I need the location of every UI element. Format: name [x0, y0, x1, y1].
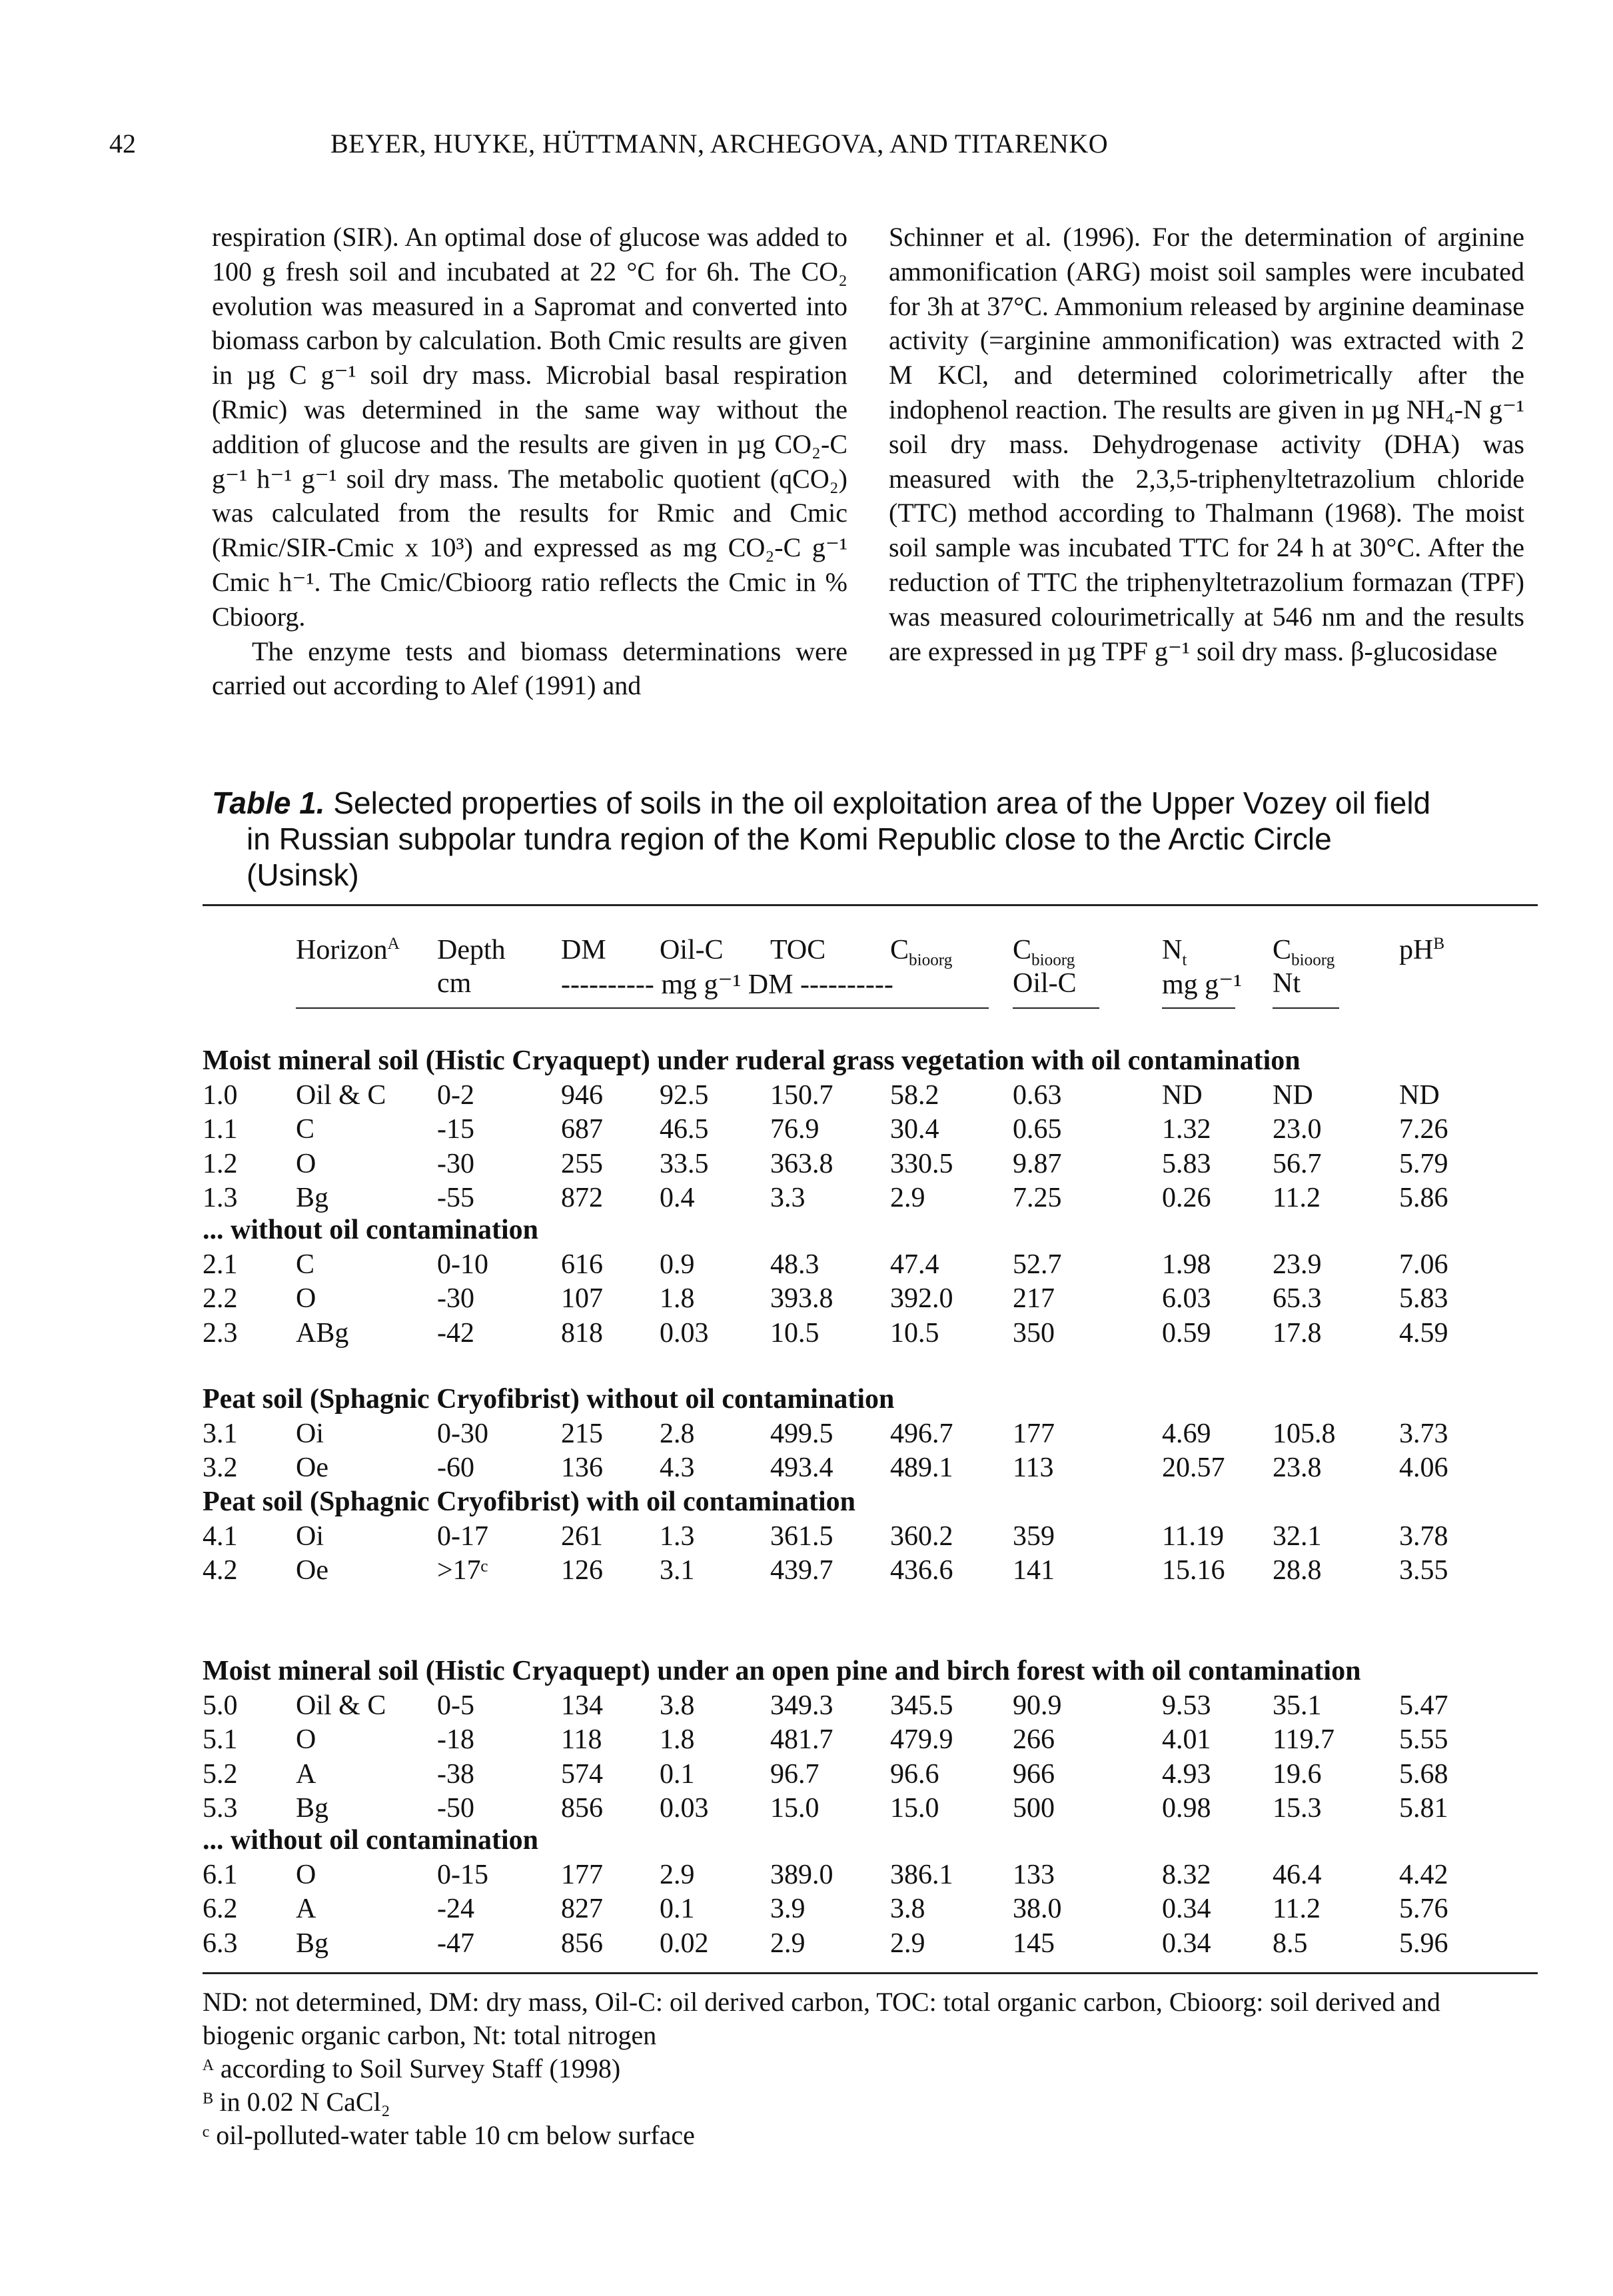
table-note: ᶜ oil-polluted-water table 10 cm below surface	[203, 2120, 695, 2150]
table-row	[203, 1724, 1538, 1758]
header-rule	[1162, 1007, 1235, 1009]
table-cell: ABg	[296, 1317, 349, 1349]
table-cell: 20.57	[1162, 1452, 1225, 1483]
header-ratio2-bottom: Nt	[1273, 968, 1301, 999]
header-depth: Depth	[437, 935, 506, 965]
table-cell: 856	[561, 1928, 603, 1959]
caption-line: (Usinsk)	[247, 858, 359, 892]
table-cell: 10.5	[890, 1317, 939, 1349]
table-cell: 687	[561, 1114, 603, 1145]
table-cell: 0.98	[1162, 1793, 1211, 1824]
header-ratio1: C	[1013, 935, 1032, 965]
table-cell: 363.8	[770, 1148, 833, 1179]
table-cell: 5.3	[203, 1793, 238, 1824]
table-cell: 1.3	[660, 1520, 695, 1552]
table-cell: 47.4	[890, 1249, 939, 1280]
table-cell: 499.5	[770, 1418, 833, 1449]
table-notes	[203, 1986, 1538, 2152]
table-label: Table 1.	[212, 786, 325, 820]
table-cell: 15.0	[890, 1793, 939, 1824]
table-cell: 15.3	[1273, 1793, 1322, 1824]
table-cell: 3.8	[890, 1894, 925, 1924]
table-cell: 496.7	[890, 1418, 953, 1449]
table-row	[203, 1079, 1538, 1114]
table-cell: O	[296, 1283, 316, 1314]
table-cell: 1.98	[1162, 1249, 1211, 1280]
table-cell: O	[296, 1148, 316, 1179]
table-cell: -24	[437, 1894, 474, 1924]
table-cell: 360.2	[890, 1520, 953, 1552]
table-cell: 6.1	[203, 1859, 238, 1890]
table-cell: 436.6	[890, 1555, 953, 1586]
table-row	[203, 1520, 1538, 1555]
table-cell: 4.2	[203, 1555, 238, 1586]
table-note: ᴬ according to Soil Survey Staff (1998)	[203, 2053, 621, 2083]
table-cell: 90.9	[1013, 1690, 1062, 1721]
table-cell: 0.26	[1162, 1183, 1211, 1213]
table-cell: 133	[1013, 1859, 1055, 1890]
table-row	[203, 1928, 1538, 1962]
paragraph: respiration (SIR). An optimal dose of glucose was added to 100 g fresh soil and incubated at 22 °C for 6h. The CO₂ evolution was measured in a Sapromat and converted into biomass carbon by calculation. Both Cmic results are given in µg C g⁻¹ soil dry mass. Microbial basal respiration (Rmic) was determined in the same way without the addition of glucose and the results are given in µg CO₂-C g⁻¹ h⁻¹ g⁻¹ soil dry mass. The metabolic quotient (qCO₂) was calculated from the results for Rmic and Cmic (Rmic/SIR-Cmic x 10³) and expressed as mg CO₂-C g⁻¹ Cmic h⁻¹. The Cmic/Cbioorg ratio reflects the Cmic in % Cbioorg.	[212, 222, 847, 632]
table-cell: 0.9	[660, 1249, 695, 1280]
table-cell: 23.0	[1273, 1114, 1322, 1145]
table-cell: Oe	[296, 1555, 328, 1586]
table-cell: 2.9	[890, 1928, 925, 1959]
table-row	[203, 1758, 1538, 1793]
table-row	[203, 1554, 1538, 1589]
table-cell: 30.4	[890, 1114, 939, 1145]
table-cell: 0.03	[660, 1317, 709, 1349]
table-cell: 386.1	[890, 1859, 953, 1890]
table-cell: 5.2	[203, 1758, 238, 1790]
paragraph: Schinner et al. (1996). For the determination of arginine ammonification (ARG) moist soil samples were incubated for 3h at 37°C. Ammonium released by arginine deaminase activity (=arginine ammonification) was extracted with 2 M KCl, and determined colorimetrically after the indophenol reaction. The results are given in µg NH₄-N g⁻¹ soil dry mass. Dehydrogenase activity (DHA) was measured with the 2,3,5-triphenyltetrazolium chloride (TTC) method according to Thalmann (1968). The moist soil sample was incubated TTC for 24 h at 30°C. After the reduction of TTC the triphenyltetrazolium formazan (TPF) was measured colourimetrically at 546 nm and the results are expressed in µg TPF g⁻¹ soil dry mass. β-glucosidase	[889, 222, 1524, 666]
table-cell: Oi	[296, 1418, 324, 1449]
table-cell: 92.5	[660, 1079, 709, 1111]
table-row	[203, 1452, 1538, 1486]
table-cell: 489.1	[890, 1452, 953, 1483]
table-cell: A	[296, 1894, 316, 1924]
table-cell: 7.26	[1399, 1114, 1448, 1145]
table-cell: 141	[1013, 1555, 1055, 1586]
table-cell: 0-30	[437, 1418, 488, 1449]
table-cell: 2.9	[660, 1859, 695, 1890]
table-cell: 946	[561, 1079, 603, 1111]
table-cell: 818	[561, 1317, 603, 1349]
running-head: BEYER, HUYKE, HÜTTMANN, ARCHEGOVA, AND TITARENKO	[330, 129, 1109, 159]
table-cell: ND	[1162, 1079, 1203, 1111]
table-row	[203, 1249, 1538, 1283]
table-cell: 19.6	[1273, 1758, 1322, 1790]
table-cell: 4.69	[1162, 1418, 1211, 1449]
table-cell: Oe	[296, 1452, 328, 1483]
table-cell: 361.5	[770, 1520, 833, 1552]
table-cell: 856	[561, 1793, 603, 1824]
table-row	[203, 1113, 1538, 1148]
table-cell: 345.5	[890, 1690, 953, 1721]
table-cell: 5.79	[1399, 1148, 1448, 1179]
section-title: Peat soil (Sphagnic Cryofibrist) without oil contamination	[203, 1384, 895, 1415]
table-cell: 4.1	[203, 1520, 238, 1552]
table-cell: 150.7	[770, 1079, 833, 1111]
table-cell: 28.8	[1273, 1555, 1322, 1586]
table-cell: 7.06	[1399, 1249, 1448, 1280]
table-cell: 0.34	[1162, 1928, 1211, 1959]
table-cell: 126	[561, 1555, 603, 1586]
table-row	[203, 1182, 1538, 1217]
table-cell: -60	[437, 1452, 474, 1483]
section-title: Moist mineral soil (Histic Cryaquept) under ruderal grass vegetation with oil contamination	[203, 1045, 1301, 1076]
table-cell: 3.73	[1399, 1418, 1448, 1449]
table-cell: -55	[437, 1183, 474, 1213]
table-cell: 5.83	[1399, 1283, 1448, 1314]
table-bottom-rule	[203, 1972, 1538, 1974]
table-cell: 5.47	[1399, 1690, 1448, 1721]
table-cell: 33.5	[660, 1148, 709, 1179]
table-cell: 616	[561, 1249, 603, 1280]
table-cell: 48.3	[770, 1249, 819, 1280]
table-cell: 500	[1013, 1793, 1055, 1824]
table-cell: C	[296, 1249, 315, 1280]
table-cell: 15.0	[770, 1793, 819, 1824]
table-cell: 0.03	[660, 1793, 709, 1824]
table-cell: 574	[561, 1758, 603, 1790]
table-cell: -47	[437, 1928, 474, 1959]
table-cell: 215	[561, 1418, 603, 1449]
table-cell: 145	[1013, 1928, 1055, 1959]
header-nt: N	[1162, 935, 1183, 965]
table-row	[203, 1690, 1538, 1724]
header-ph: pH	[1399, 935, 1434, 965]
table-cell: -15	[437, 1114, 474, 1145]
header-horizon: Horizon	[296, 935, 388, 965]
table-cell: 5.81	[1399, 1793, 1448, 1824]
table-cell: 105.8	[1273, 1418, 1336, 1449]
table-cell: 136	[561, 1452, 603, 1483]
table-cell: 3.3	[770, 1183, 806, 1213]
header-rule	[1013, 1007, 1099, 1009]
table-cell: 4.01	[1162, 1724, 1211, 1755]
body-column-right	[889, 220, 1524, 668]
table-cell: 5.55	[1399, 1724, 1448, 1755]
table-cell: -18	[437, 1724, 474, 1755]
table-cell: 0-15	[437, 1859, 488, 1890]
table-cell: 3.78	[1399, 1520, 1448, 1552]
table-cell: 4.59	[1399, 1317, 1448, 1349]
header-toc: TOC	[770, 935, 826, 965]
table-cell: 1.0	[203, 1079, 238, 1111]
table-cell: ND	[1273, 1079, 1313, 1111]
table-cell: 1.1	[203, 1114, 238, 1145]
table-cell: 1.8	[660, 1283, 695, 1314]
table-cell: 113	[1013, 1452, 1054, 1483]
table-cell: 6.2	[203, 1894, 238, 1924]
table-cell: 349.3	[770, 1690, 833, 1721]
table-cell: 2.9	[890, 1183, 925, 1213]
table-row	[203, 1148, 1538, 1183]
table-cell: 359	[1013, 1520, 1055, 1552]
table-cell: 107	[561, 1283, 603, 1314]
table-cell: 3.55	[1399, 1555, 1448, 1586]
table-cell: Oil & C	[296, 1079, 386, 1111]
table-cell: 11.2	[1273, 1894, 1321, 1924]
table-row	[203, 1317, 1538, 1352]
table-cell: 350	[1013, 1317, 1055, 1349]
table-cell: >17ᶜ	[437, 1555, 488, 1586]
table-cell: 330.5	[890, 1148, 953, 1179]
table-cell: 5.0	[203, 1690, 238, 1721]
table-cell: -30	[437, 1148, 474, 1179]
table-cell: 481.7	[770, 1724, 833, 1755]
table-cell: Bg	[296, 1928, 329, 1959]
table-cell: -42	[437, 1317, 474, 1349]
table-cell: 6.03	[1162, 1283, 1211, 1314]
header-rule	[1273, 1007, 1339, 1009]
table-cell: 5.76	[1399, 1894, 1448, 1924]
table-cell: 827	[561, 1894, 603, 1924]
table-top-rule	[203, 904, 1538, 906]
table-cell: 6.3	[203, 1928, 238, 1959]
table-cell: 8.5	[1273, 1928, 1308, 1959]
paragraph: The enzyme tests and biomass determinations were carried out according to Alef (1991) and	[212, 636, 847, 701]
table-cell: -38	[437, 1758, 474, 1790]
header-ratio2: C	[1273, 935, 1292, 965]
table-caption	[212, 785, 1558, 893]
table-cell: 5.96	[1399, 1928, 1448, 1959]
table-cell: 3.2	[203, 1452, 238, 1483]
section-title: Peat soil (Sphagnic Cryofibrist) with oil contamination	[203, 1486, 856, 1517]
section-title: ... without oil contamination	[203, 1825, 539, 1856]
table-cell: Oil & C	[296, 1690, 386, 1721]
table-cell: 9.87	[1013, 1148, 1062, 1179]
table-cell: 119.7	[1273, 1724, 1335, 1755]
caption-line: in Russian subpolar tundra region of the Komi Republic close to the Arctic Circle	[247, 822, 1332, 856]
table-row	[203, 1418, 1538, 1452]
header-rule	[296, 1007, 989, 1009]
table-cell: O	[296, 1724, 316, 1755]
table-cell: 389.0	[770, 1859, 833, 1890]
table-cell: Oi	[296, 1520, 324, 1552]
table-cell: 65.3	[1273, 1283, 1322, 1314]
section-title: ... without oil contamination	[203, 1215, 539, 1245]
table-cell: Bg	[296, 1793, 329, 1824]
table-cell: 2.8	[660, 1418, 695, 1449]
table-cell: 10.5	[770, 1317, 819, 1349]
table-cell: 11.19	[1162, 1520, 1224, 1552]
table-cell: 4.3	[660, 1452, 695, 1483]
table-row	[203, 1792, 1538, 1827]
table-cell: 261	[561, 1520, 603, 1552]
table-cell: 118	[561, 1724, 602, 1755]
table-cell: 0.34	[1162, 1894, 1211, 1924]
table-cell: 58.2	[890, 1079, 939, 1111]
header-oilc: Oil-C	[660, 935, 724, 965]
table-cell: 32.1	[1273, 1520, 1322, 1552]
table-cell: C	[296, 1114, 315, 1145]
table-cell: 0.4	[660, 1183, 695, 1213]
table-cell: 5.83	[1162, 1148, 1211, 1179]
section-title: Moist mineral soil (Histic Cryaquept) under an open pine and birch forest with oil contamination	[203, 1656, 1361, 1686]
table-cell: 96.7	[770, 1758, 819, 1790]
table-cell: 4.42	[1399, 1859, 1448, 1890]
table-cell: 439.7	[770, 1555, 833, 1586]
table-note: ᴮ in 0.02 N CaCl₂	[203, 2087, 390, 2117]
table-cell: 8.32	[1162, 1859, 1211, 1890]
table-cell: 3.1	[660, 1555, 695, 1586]
table-cell: 177	[1013, 1418, 1055, 1449]
table-cell: 0-2	[437, 1079, 474, 1111]
table-cell: 0.1	[660, 1758, 695, 1790]
table-cell: Bg	[296, 1183, 329, 1213]
header-dm: DM	[561, 935, 606, 965]
table-cell: 0.59	[1162, 1317, 1211, 1349]
table-cell: 38.0	[1013, 1894, 1062, 1924]
table-cell: 872	[561, 1183, 603, 1213]
header-ratio1-bottom: Oil-C	[1013, 968, 1077, 999]
table-cell: O	[296, 1859, 316, 1890]
table-row	[203, 1859, 1538, 1894]
body-column-left	[212, 220, 847, 703]
table-cell: 96.6	[890, 1758, 939, 1790]
table-cell: 1.8	[660, 1724, 695, 1755]
table-cell: 0-17	[437, 1520, 488, 1552]
table-cell: 1.3	[203, 1183, 238, 1213]
table-cell: 0.1	[660, 1894, 695, 1924]
table-cell: 5.1	[203, 1724, 238, 1755]
table-cell: 0.02	[660, 1928, 709, 1959]
table-cell: 17.8	[1273, 1317, 1322, 1349]
table-cell: 266	[1013, 1724, 1055, 1755]
table-cell: 4.93	[1162, 1758, 1211, 1790]
table-cell: 966	[1013, 1758, 1055, 1790]
table-cell: 255	[561, 1148, 603, 1179]
table-cell: 9.53	[1162, 1690, 1211, 1721]
page-number: 42	[109, 129, 136, 159]
table-cell: ND	[1399, 1079, 1440, 1111]
table-cell: 393.8	[770, 1283, 833, 1314]
table-cell: 46.5	[660, 1114, 709, 1145]
table-cell: 392.0	[890, 1283, 953, 1314]
header-units: ---------- mg g⁻¹ DM ----------	[561, 969, 893, 1000]
table-cell: 23.9	[1273, 1249, 1322, 1280]
table-cell: 177	[561, 1859, 603, 1890]
table-cell: 35.1	[1273, 1690, 1322, 1721]
table-cell: 5.68	[1399, 1758, 1448, 1790]
table-cell: 2.9	[770, 1928, 806, 1959]
table-cell: 0.65	[1013, 1114, 1062, 1145]
table-note: ND: not determined, DM: dry mass, Oil-C: oil derived carbon, TOC: total organic carbon, Cbioorg: soil derived and biogenic organic carbon, Nt: total nitrogen	[203, 1987, 1440, 2050]
table-cell: 0.63	[1013, 1079, 1062, 1111]
table-cell: 1.32	[1162, 1114, 1211, 1145]
table-cell: 23.8	[1273, 1452, 1322, 1483]
table-cell: 217	[1013, 1283, 1055, 1314]
table-cell: 4.06	[1399, 1452, 1448, 1483]
table-cell: 52.7	[1013, 1249, 1062, 1280]
header-depth-unit: cm	[437, 968, 472, 999]
table-row	[203, 1893, 1538, 1928]
table-cell: 1.2	[203, 1148, 238, 1179]
table-cell: 15.16	[1162, 1555, 1225, 1586]
table-cell: 5.86	[1399, 1183, 1448, 1213]
table-cell: A	[296, 1758, 316, 1790]
table-cell: 479.9	[890, 1724, 953, 1755]
table-cell: 3.1	[203, 1418, 238, 1449]
table-cell: 56.7	[1273, 1148, 1322, 1179]
table-cell: 493.4	[770, 1452, 833, 1483]
table-cell: 0-10	[437, 1249, 488, 1280]
table-cell: 11.2	[1273, 1183, 1321, 1213]
table-cell: 134	[561, 1690, 603, 1721]
header-nt-unit: mg g⁻¹	[1162, 969, 1242, 1000]
table-cell: 76.9	[770, 1114, 819, 1145]
table-row	[203, 1283, 1538, 1317]
table-cell: 2.1	[203, 1249, 238, 1280]
caption-line: Selected properties of soils in the oil exploitation area of the Upper Vozey oil field	[333, 786, 1431, 820]
table-cell: 46.4	[1273, 1859, 1322, 1890]
table-cell: 0-5	[437, 1690, 474, 1721]
table-cell: -50	[437, 1793, 474, 1824]
header-cbioorg: C	[890, 935, 909, 965]
table-cell: 2.3	[203, 1317, 238, 1349]
table-cell: 2.2	[203, 1283, 238, 1314]
table-cell: 7.25	[1013, 1183, 1062, 1213]
table-cell: 3.9	[770, 1894, 806, 1924]
table-cell: 3.8	[660, 1690, 695, 1721]
table-cell: -30	[437, 1283, 474, 1314]
